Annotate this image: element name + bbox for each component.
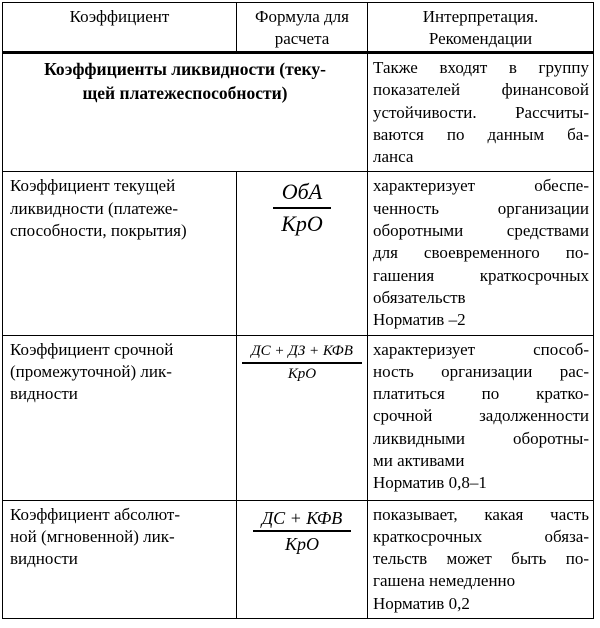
text-line: срочной задолженности (373, 406, 589, 426)
row-current-liquidity (3, 172, 594, 335)
header-cell-interpretation (368, 3, 594, 53)
text-line: характеризует обеспе- (373, 176, 589, 196)
formula-cell (237, 500, 368, 618)
interpretation-text (368, 335, 594, 500)
coefficient-name (3, 335, 237, 500)
interpretation-text (368, 500, 594, 618)
text-line: Коэффициенты ликвидности (теку- (44, 59, 326, 79)
coefficient-name (3, 500, 237, 618)
header-cell-formula (237, 3, 368, 53)
formula-numerator: ДС + ДЗ + КФВ (242, 343, 362, 364)
text-line: Интерпретация. (422, 7, 539, 26)
text-line: гашения краткосрочных (373, 265, 589, 285)
formula-denominator: КрО (281, 210, 323, 236)
section-row (3, 53, 594, 172)
section-title (3, 53, 368, 172)
text-line: показывает, какая часть (373, 504, 589, 524)
text-line: обязательств (373, 287, 466, 307)
row-quick-liquidity (3, 335, 594, 500)
text-line: щей платежеспособности) (82, 82, 288, 103)
coefficient-name (3, 172, 237, 335)
text-line: тельств может быть по- (373, 549, 589, 569)
text-line: видности (10, 384, 78, 404)
text-line: Норматив 0,2 (373, 593, 470, 613)
text-line: способности, покрытия) (10, 221, 187, 241)
section-interpretation (368, 53, 594, 172)
header-cell-coefficient (3, 3, 237, 53)
formula-fraction (253, 508, 352, 555)
text-line: Коэффициент срочной (10, 339, 174, 359)
formula-numerator: ДС + КФВ (253, 508, 352, 533)
text-line: показателей финансовой (373, 80, 589, 100)
interpretation-text (368, 172, 594, 335)
text-line: характеризует способ- (373, 339, 589, 359)
text-line: видности (10, 549, 78, 569)
text-line: ликвидными оборотны- (373, 428, 589, 448)
text-line: оборотными средствами (373, 221, 589, 241)
formula-cell (237, 335, 368, 500)
text-line: платиться по кратко- (373, 384, 589, 404)
text-line: Рекомендации (428, 28, 533, 48)
text-line: ность организации рас- (373, 361, 589, 381)
text-line: ной (мгновенной) лик- (10, 526, 175, 546)
formula-denominator: КрО (287, 365, 317, 382)
text-line: (промежуточной) лик- (10, 361, 172, 381)
formula-cell (237, 172, 368, 335)
text-line: для своевременного по- (373, 243, 589, 263)
text-line: Норматив 0,8–1 (373, 473, 487, 493)
text-line: Коэффициент абсолют- (10, 504, 181, 524)
text-line: Коэффициент (69, 7, 170, 26)
text-line: ланса (373, 147, 414, 167)
text-line: ченность организации (373, 198, 589, 218)
text-line: ми активами (373, 451, 465, 471)
formula-denominator: КрО (285, 534, 319, 555)
text-line: ликвидности (платеже- (10, 198, 179, 218)
formula-numerator: ОбА (273, 179, 331, 208)
text-line: краткосрочных обяза- (373, 526, 589, 546)
text-line: Коэффициент текущей (10, 176, 176, 196)
liquidity-coefficients-table (2, 2, 594, 619)
text-line: расчета (274, 28, 330, 48)
text-line: Также входят в группу (373, 58, 589, 77)
row-absolute-liquidity (3, 500, 594, 618)
table-header-row (3, 3, 594, 53)
text-line: ваются по данным ба- (373, 124, 589, 144)
text-line: Норматив –2 (373, 310, 466, 330)
text-line: Формула для (255, 7, 349, 26)
text-line: гашена немедленно (373, 571, 516, 591)
text-line: устойчивости. Рассчиты- (373, 102, 589, 122)
formula-fraction (242, 343, 362, 384)
formula-fraction (273, 179, 331, 236)
